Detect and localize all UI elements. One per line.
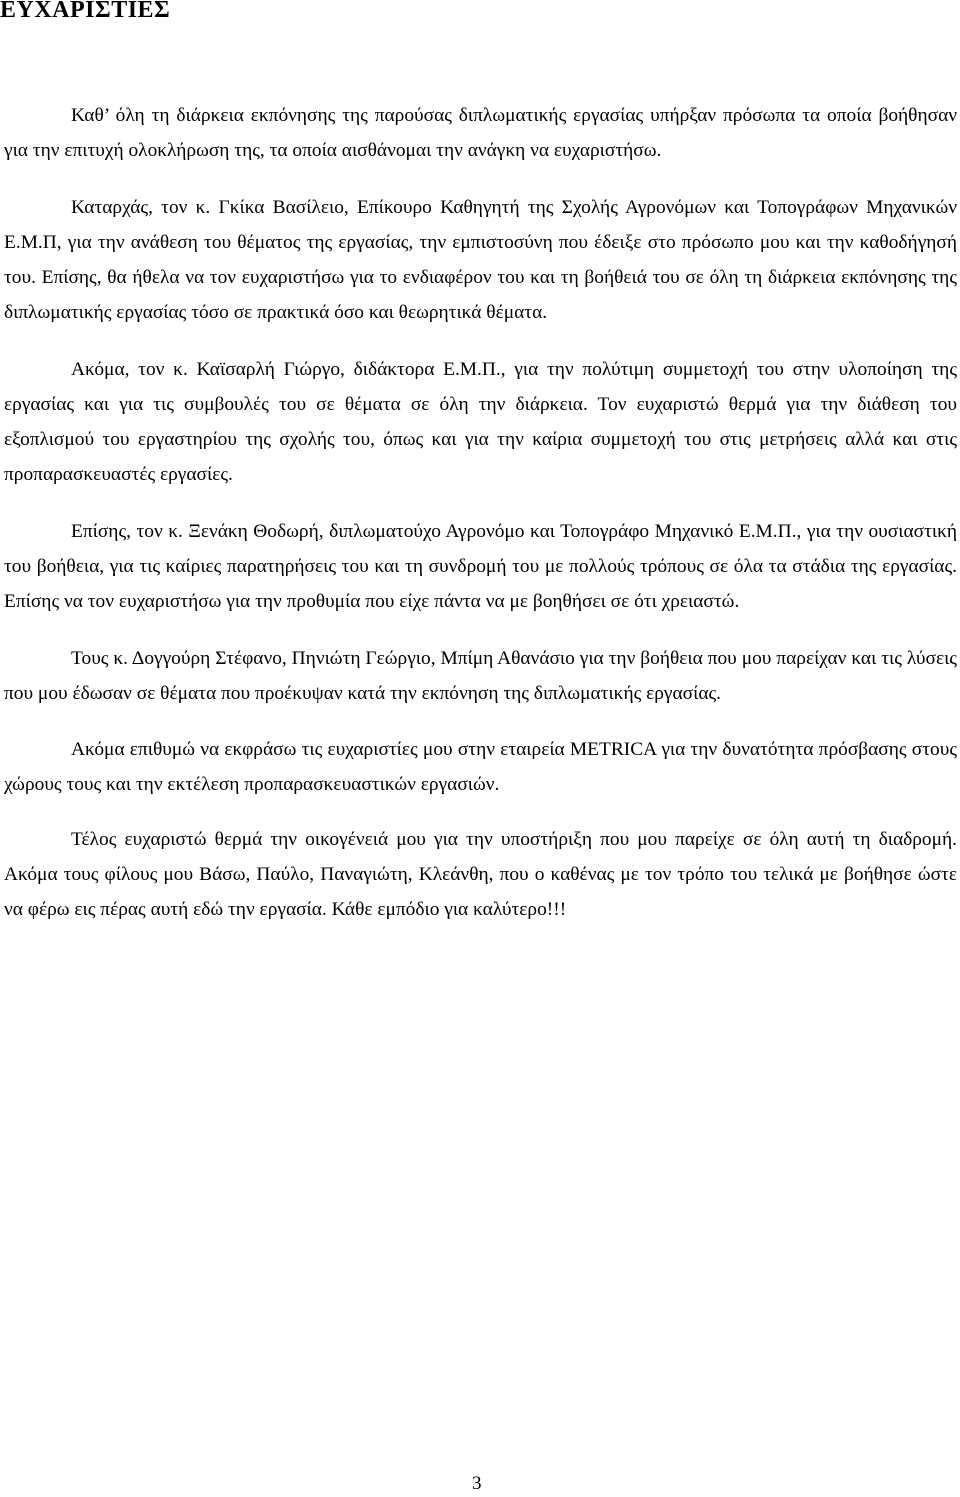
paragraph-engineer: Επίσης, τον κ. Ξενάκη Θοδωρή, διπλωματούχο Αγρονόμο και Τοπογράφο Μηχανικό Ε.Μ.Π., για την ουσιαστική του βοήθεια, για τις καίριες παρατηρήσεις του και τη συνδρομή του με πολλούς τρόπους σε όλα τα στάδια της εργασίας. Επίσης να τον ευχαριστήσω για την προθυμία που είχε πάντα να με βοηθήσει σε ότι χρειαστώ. bbox=[4, 521, 957, 612]
page-title: ΕΥΧΑΡΙΣΤΙΕΣ bbox=[0, 0, 171, 23]
acknowledgements-body bbox=[4, 98, 957, 949]
paragraph-supervisor: Καταρχάς, τον κ. Γκίκα Βασίλειο, Επίκουρο Καθηγητή της Σχολής Αγρονόμων και Τοπογράφων Μηχανικών Ε.Μ.Π, για την ανάθεση του θέματος της εργασίας, την εμπιστοσύνη που έδειξε στο πρόσωπο μου και την καθοδήγησή του. Επίσης, θα ήθελα να τον ευχαριστήσω για το ενδιαφέρον του και τη βοήθειά του σε όλη τη διάρκεια εκπόνησης της διπλωματικής εργασίας τόσο σε πρακτικά όσο και θεωρητικά θέματα. bbox=[4, 197, 957, 323]
paragraph-family: Τέλος ευχαριστώ θερμά την οικογένειά μου για την υποστήριξη που μου παρείχε σε όλη αυτή τη διαδρομή. Ακόμα τους φίλους μου Βάσω, Παύλο, Παναγιώτη, Κλεάνθη, που ο καθένας με τον τρόπο του τελικά με βοήθησε ώστε να φέρω εις πέρας αυτή εδώ την εργασία. Κάθε εμπόδιο για καλύτερο!!! bbox=[4, 829, 957, 920]
paragraph-colleagues: Τους κ. Δογγούρη Στέφανο, Πηνιώτη Γεώργιο, Μπίμη Αθανάσιο για την βοήθεια που μου παρείχαν και τις λύσεις που μου έδωσαν σε θέματα που προέκυψαν κατά την εκπόνηση της διπλωματικής εργασίας. bbox=[4, 648, 957, 704]
paragraph-intro: Καθ’ όλη τη διάρκεια εκπόνησης της παρούσας διπλωματικής εργασίας υπήρξαν πρόσωπα τα οποία βοήθησαν για την επιτυχή ολοκλήρωση της, τα οποία αισθάνομαι την ανάγκη να ευχαριστήσω. bbox=[4, 105, 957, 161]
paragraph-company: Ακόμα επιθυμώ να εκφράσω τις ευχαριστίες μου στην εταιρεία METRICA για την δυνατότητα πρόσβασης στους χώρους τους και την εκτέλεση προπαρασκευαστικών εργασιών. bbox=[4, 739, 957, 795]
page-number: 3 bbox=[472, 1473, 482, 1494]
paragraph-doctoral-advisor: Ακόμα, τον κ. Καϊσαρλή Γιώργο, διδάκτορα Ε.Μ.Π., για την πολύτιμη συμμετοχή του στην υλοποίηση της εργασίας και για τις συμβουλές του σε θέματα σε όλη την διάρκεια. Τον ευχαριστώ θερμά για την διάθεση του εξοπλισμού του εργαστηρίου της σχολής του, όπως και για την καίρια συμμετοχή του στις μετρήσεις αλλά και στις προπαρασκευαστές εργασίες. bbox=[4, 359, 957, 485]
